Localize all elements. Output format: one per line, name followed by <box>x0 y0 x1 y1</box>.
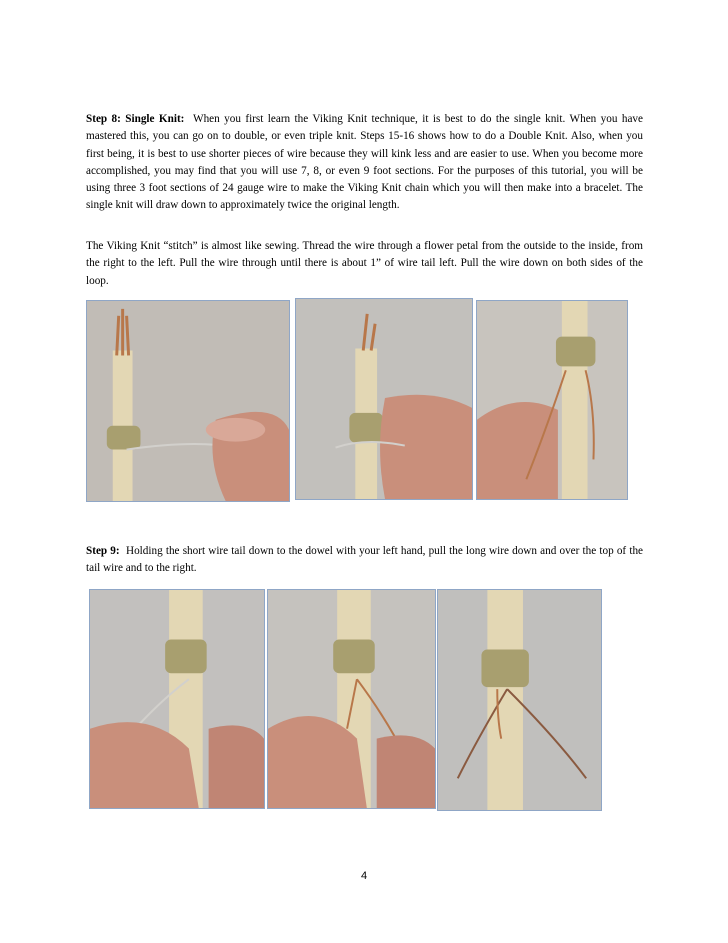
step8-paragraph <box>86 111 643 215</box>
step8-photo-3 <box>476 300 628 500</box>
step9-photo-3 <box>437 589 602 811</box>
step9-photo-2 <box>267 589 436 809</box>
step9-paragraph <box>86 543 643 578</box>
step9-photo-1 <box>89 589 265 809</box>
step8-photo-1 <box>86 300 290 502</box>
page-number: 4 <box>360 870 368 882</box>
stitch-body: The Viking Knit “stitch” is almost like sewing. Thread the wire through a flower petal from the outside to the inside, from the right to the left. Pull the wire through until there is about 1” of wire tail left. Pull the wire down on both sides of the loop. <box>86 240 643 287</box>
step8-body: When you first learn the Viking Knit technique, it is best to do the single knit. When you have mastered this, you can go on to double, or even triple knit. Steps 15-16 shows how to do a Double Knit. Also, when you first being, it is best to use shorter pieces of wire because they will kink less and are easier to use. When you become more accomplished, you may find that you will use 7, 8, or even 9 foot sections. For the purposes of this tutorial, you will be using three 3 foot sections of 24 gauge wire to make the Viking Knit chain which you will then make into a bracelet. The single knit will draw down to approximately twice the original length. <box>86 113 643 212</box>
step8-heading: Step 8: Single Knit: <box>86 113 185 125</box>
stitch-paragraph <box>86 238 643 290</box>
step9-heading: Step 9: <box>86 545 120 557</box>
step8-photo-2 <box>295 298 473 500</box>
step9-body: Holding the short wire tail down to the dowel with your left hand, pull the long wire down and over the top of the tail wire and to the right. <box>86 545 644 575</box>
